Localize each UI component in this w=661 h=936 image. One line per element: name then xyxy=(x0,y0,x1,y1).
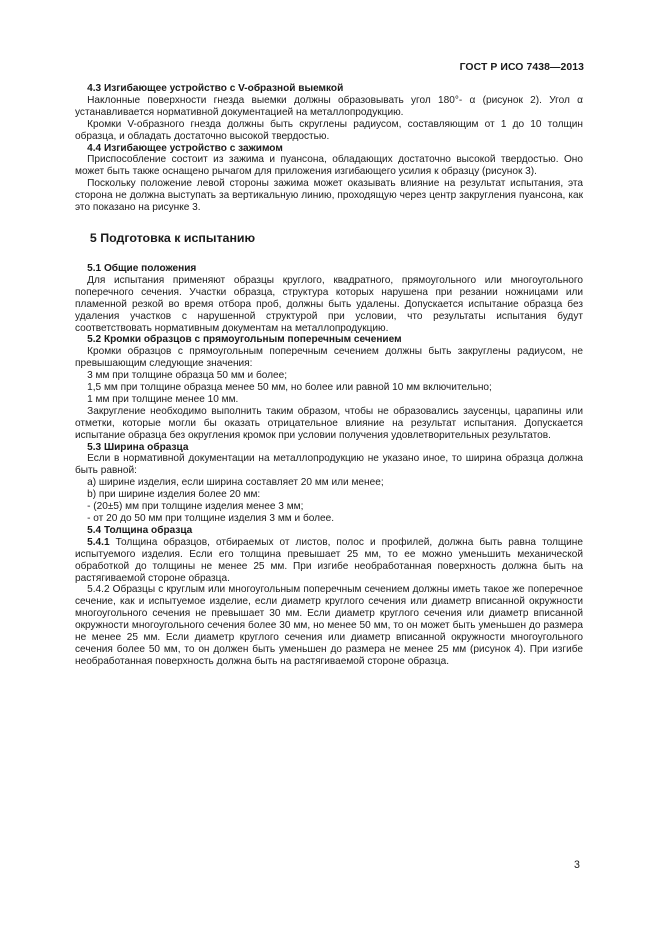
paragraph: Поскольку положение левой стороны зажима может оказывать влияние на результат испытания, эта сторона не должна выступать за вертикальную линию, проходящую через центр закругления пуансона, как это показано на рисунке 3. xyxy=(75,178,583,214)
list-item: 3 мм при толщине образца 50 мм и более; xyxy=(87,370,288,382)
paragraph: Наклонные поверхности гнезда выемки должны образовывать угол 180°- α (рисунок 2). Угол α устанавливается нормативной документацией на металлопродукцию. xyxy=(75,94,583,118)
subsection-4-4-title: 4.4 Изгибающее устройство с зажимом xyxy=(87,142,283,154)
document-body xyxy=(75,83,583,668)
list-item: 1 мм при толщине менее 10 мм. xyxy=(87,393,239,405)
clause-number: 5.4.1 xyxy=(87,536,110,548)
subsection-5-1-title: 5.1 Общие положения xyxy=(87,262,197,274)
list-item: - от 20 до 50 мм при толщине изделия 3 мм и более. xyxy=(87,513,335,524)
paragraph: Закругление необходимо выполнить таким образом, чтобы не образовались заусенцы, царапины или отметки, которые могли бы оказать отрицательное влияние на результат испытания. Допускается испытание образца без округления кромок при условии получения удовлетворительных результатов. xyxy=(75,405,583,441)
paragraph: Для испытания применяют образцы круглого, квадратного, прямоугольного или многоугольного поперечного сечения. Участки образца, структура которых нарушена при резании ножницами или пламенной резкой во время отбора проб, должны быть удалены. Допускается испытание образца без удаления участков с нарушенной структурой при условии, что результаты испытания будут соответствовать нормативным документам на металлопродукцию. xyxy=(75,274,583,334)
subsection-5-2-title: 5.2 Кромки образцов с прямоугольным поперечным сечением xyxy=(87,334,402,346)
list-item: b) при ширине изделия более 20 мм: xyxy=(87,489,261,501)
subsection-4-3-title: 4.3 Изгибающее устройство с V-образной выемкой xyxy=(87,83,344,94)
paragraph: 5.4.2 Образцы с круглым или многоугольным поперечным сечением должны иметь такое же поперечное сечение, как и испытуемое изделие, если диаметр круглого сечения или диаметр вписанной окружности многоугольного сечения не превышает 30 мм. Если диаметр круглого сечения или диаметр вписанной окружности многоугольного сечения более 30 мм, но менее 50 мм, то он может быть уменьшен до размера не менее 25 мм. Если диаметр круглого сечения или диаметр вписанной окружности многоугольного сечения более 50 мм, то он должен быть уменьшен до размера не менее 25 мм (рисунок 4). При изгибе необработанная поверхность должна быть на растягиваемой стороне образца. xyxy=(75,584,583,667)
paragraph: Кромки V-образного гнезда должны быть скруглены радиусом, составляющим от 1 до 10 толщин образца, и обладать достаточно высокой твердостью. xyxy=(75,118,583,142)
list-item: 1,5 мм при толщине образца менее 50 мм, но более или равной 10 мм включительно; xyxy=(87,382,492,394)
list-item: - (20±5) мм при толщине изделия менее 3 мм; xyxy=(87,501,304,513)
list-item: a) ширине изделия, если ширина составляет 20 мм или менее; xyxy=(87,477,384,489)
page-number: 3 xyxy=(574,859,580,871)
subsection-5-3-title: 5.3 Ширина образца xyxy=(87,441,189,453)
paragraph: Если в нормативной документации на металлопродукцию не указано иное, то ширина образца должна быть равной: xyxy=(75,453,583,477)
section-5-title: 5 Подготовка к испытанию xyxy=(89,230,256,245)
paragraph: Кромки образцов с прямоугольным поперечным сечением должны быть закруглены радиусом, не превышающим следующие значения: xyxy=(75,346,583,370)
subsection-5-4-title: 5.4 Толщина образца xyxy=(87,524,193,536)
paragraph: Приспособление состоит из зажима и пуансона, обладающих достаточно высокой твердостью. Оно может быть также оснащено рычагом для приложения изгибающего усилия к образцу (рисунок 3). xyxy=(75,154,583,178)
document-header: ГОСТ Р ИСО 7438—2013 xyxy=(459,62,584,73)
clause-text: Толщина образцов, отбираемых от листов, полос и профилей, должна быть равна толщине испытуемого изделия. Если его толщина превышает 25 мм, то ее можно уменьшить механической обработкой до толщины не менее 25 мм. При изгибе необработанная поверхность должна быть на растягиваемой стороне образца. xyxy=(75,536,583,584)
paragraph xyxy=(75,537,583,585)
